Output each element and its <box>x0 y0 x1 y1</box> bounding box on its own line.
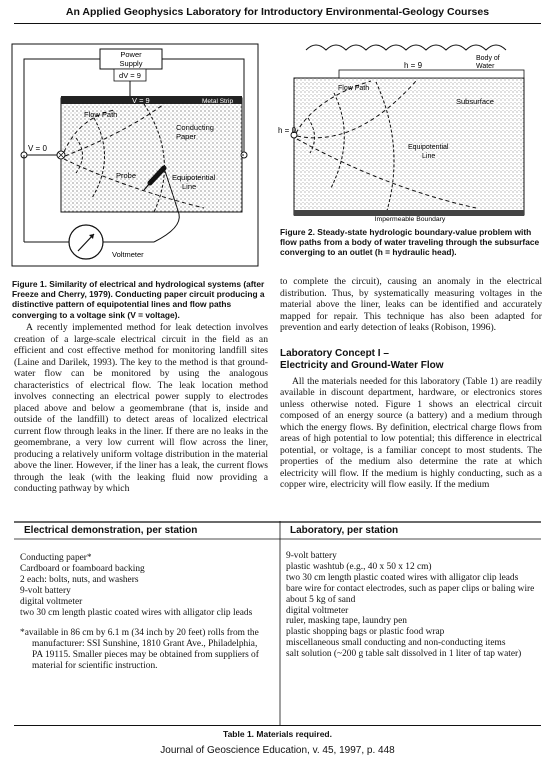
table-right-item: two 30 cm length plastic coated wires with alligator clip leads <box>286 572 519 583</box>
fig1-equipotential-label-1: Equipotential <box>172 173 216 182</box>
table-caption: Table 1. Materials required. <box>223 729 332 739</box>
left-paragraph: A recently implemented method for leak detection involves creation of a large-scale electrical circuit in the field as an efficient and cost effective method for monitoring landfill sites (Laine and Darilek, 1993). The key to the method is that ground-water flow can be monitored by using the analogous characteristics of electrical flow. The leak location method involves connecting an electrical power supply to electrodes placed above and below a geomembrane (that is, inside and outside of the landfill) to detect areas of localized electrical current flow through leaks in the liner. If there are no leaks in the geomembrane, a very low current will flow across the liner, producing a relatively uniform voltage distribution in the material above the liner. However, if the liner has a leak, the current flows through the leak (with the leaking fluid now providing a conducting pathway by which <box>14 322 268 494</box>
fig2-equipotential-1: Equipotential <box>408 144 449 151</box>
table-right-item: bare wire for contact electrodes, such as paper clips or baling wire <box>286 583 535 594</box>
table-right-item: plastic shopping bags or plastic food wrap <box>286 627 445 638</box>
header-rule <box>14 23 541 24</box>
fig2-body-of-water-2: Water <box>476 63 495 70</box>
section-heading-line-2: Electricity and Ground-Water Flow <box>280 359 444 371</box>
fig1-v0-label: V = 0 <box>28 144 47 153</box>
table-left-item: Conducting paper* <box>20 553 92 563</box>
figure-1-caption: Figure 1. Similarity of electrical and hydrological systems (after Freeze and Cherry, 1979). Conducting paper circuit producing a distinctive pattern of equipotential lines and flow paths converging to a voltage sink (V = voltage). <box>12 279 265 320</box>
fig1-v9-label: V = 9 <box>132 96 150 105</box>
table-left-column <box>20 553 270 672</box>
table-left-item: digital voltmeter <box>20 596 83 607</box>
right-column-text <box>280 276 542 491</box>
table-left-item: 9-volt battery <box>20 585 71 596</box>
figure-2-caption: Figure 2. Steady-state hydrologic boundary-value problem with flow paths from a body of water traveling through the subsurface converging to an outlet (h = hydraulic head). <box>280 227 540 258</box>
fig1-probe-label: Probe <box>116 171 137 180</box>
fig2-h9-label: h = 9 <box>404 61 423 70</box>
fig1-flow-path-label: Flow Path <box>84 110 118 119</box>
fig2-equipotential-2: Line <box>422 153 436 160</box>
fig2-h0-label: h = 0 <box>278 126 297 135</box>
fig2-flow-path-label: Flow Path <box>338 85 370 92</box>
right-paragraph-1: to complete the circuit), causing an anomaly in the electrical distribution. Thus, by systematically measuring voltages in the material above the liner, leaks can be identified and accurately mapped for repair. This technique has also been adapted for prevention and early detection of leaks (Robison, 1996). <box>280 276 542 333</box>
section-heading-line-1: Laboratory Concept I – <box>280 347 389 359</box>
fig1-dv-label: dV = 9 <box>119 71 141 80</box>
table-right-item: ruler, masking tape, laundry pen <box>286 616 407 627</box>
right-paragraph-2: All the materials needed for this laboratory (Table 1) are readily available in discount department, hardware, or electronics stores unless otherwise noted. Figure 1 shows an electrical circuit composed of an energy source (a battery) and a medium through which the energy flows. By definition, electrical charge flows from areas of high potential to low potential; this difference in electrical potential, or voltage, is a familiar concept to most students. The properties of the medium also determine the rate at which electricity will flow. If the medium is highly conducting, such as a copper wire, electricity will flow easily. If the medium <box>280 375 542 490</box>
fig1-power-supply-label-1: Power <box>120 50 142 59</box>
running-header: An Applied Geophysics Laboratory for Introductory Environmental-Geology Courses <box>65 6 490 18</box>
table-left-item: Cardboard or foamboard backing <box>20 563 145 574</box>
fig1-conducting-label-2: Paper <box>176 132 197 141</box>
fig1-equipotential-label-2: Line <box>182 182 197 191</box>
table-bottom-rule <box>14 725 541 726</box>
table-header-right: Laboratory, per station <box>290 525 399 536</box>
fig2-subsurface-label: Subsurface <box>456 97 494 106</box>
table-right-item: 9-volt battery <box>286 551 337 561</box>
journal-footer: Journal of Geoscience Education, v. 45, 1997, p. 448 <box>160 745 395 756</box>
table-left-note: *available in 86 cm by 6.1 m (34 inch by 20 feet) rolls from the manufacturer: SSI Sunshine, 1810 Grant Ave., Philadelphia, PA 19115. Smaller pieces may be obtained from suppliers of material for scientific instruction. <box>20 628 259 672</box>
figure-1 <box>4 38 266 270</box>
fig2-body-of-water-1: Body of <box>476 55 500 62</box>
table-right-item: plastic washtub (e.g., 40 x 50 x 12 cm) <box>286 561 432 572</box>
table-right-column <box>286 551 536 660</box>
fig2-impermeable-label: Impermeable Boundary <box>374 216 446 223</box>
table-right-item: about 5 kg of sand <box>286 594 356 605</box>
figure-2 <box>276 38 542 226</box>
table-right-item: digital voltmeter <box>286 605 349 616</box>
fig1-voltmeter-label: Voltmeter <box>112 250 144 259</box>
table-right-item: miscellaneous small conducting and non-conducting items <box>286 638 506 649</box>
fig1-conducting-label-1: Conducting <box>176 123 214 132</box>
fig1-metal-strip-label: Metal Strip <box>202 98 234 105</box>
table-left-item: 2 each: bolts, nuts, and washers <box>20 574 139 585</box>
section-heading <box>280 348 542 372</box>
table-header-left: Electrical demonstration, per station <box>24 525 198 536</box>
table-left-item: two 30 cm length plastic coated wires with alligator clip leads <box>20 607 253 618</box>
fig1-power-supply-label-2: Supply <box>119 59 143 68</box>
left-column-text <box>14 322 268 495</box>
table-right-item: salt solution (~200 g table salt dissolved in 1 liter of tap water) <box>286 649 522 660</box>
